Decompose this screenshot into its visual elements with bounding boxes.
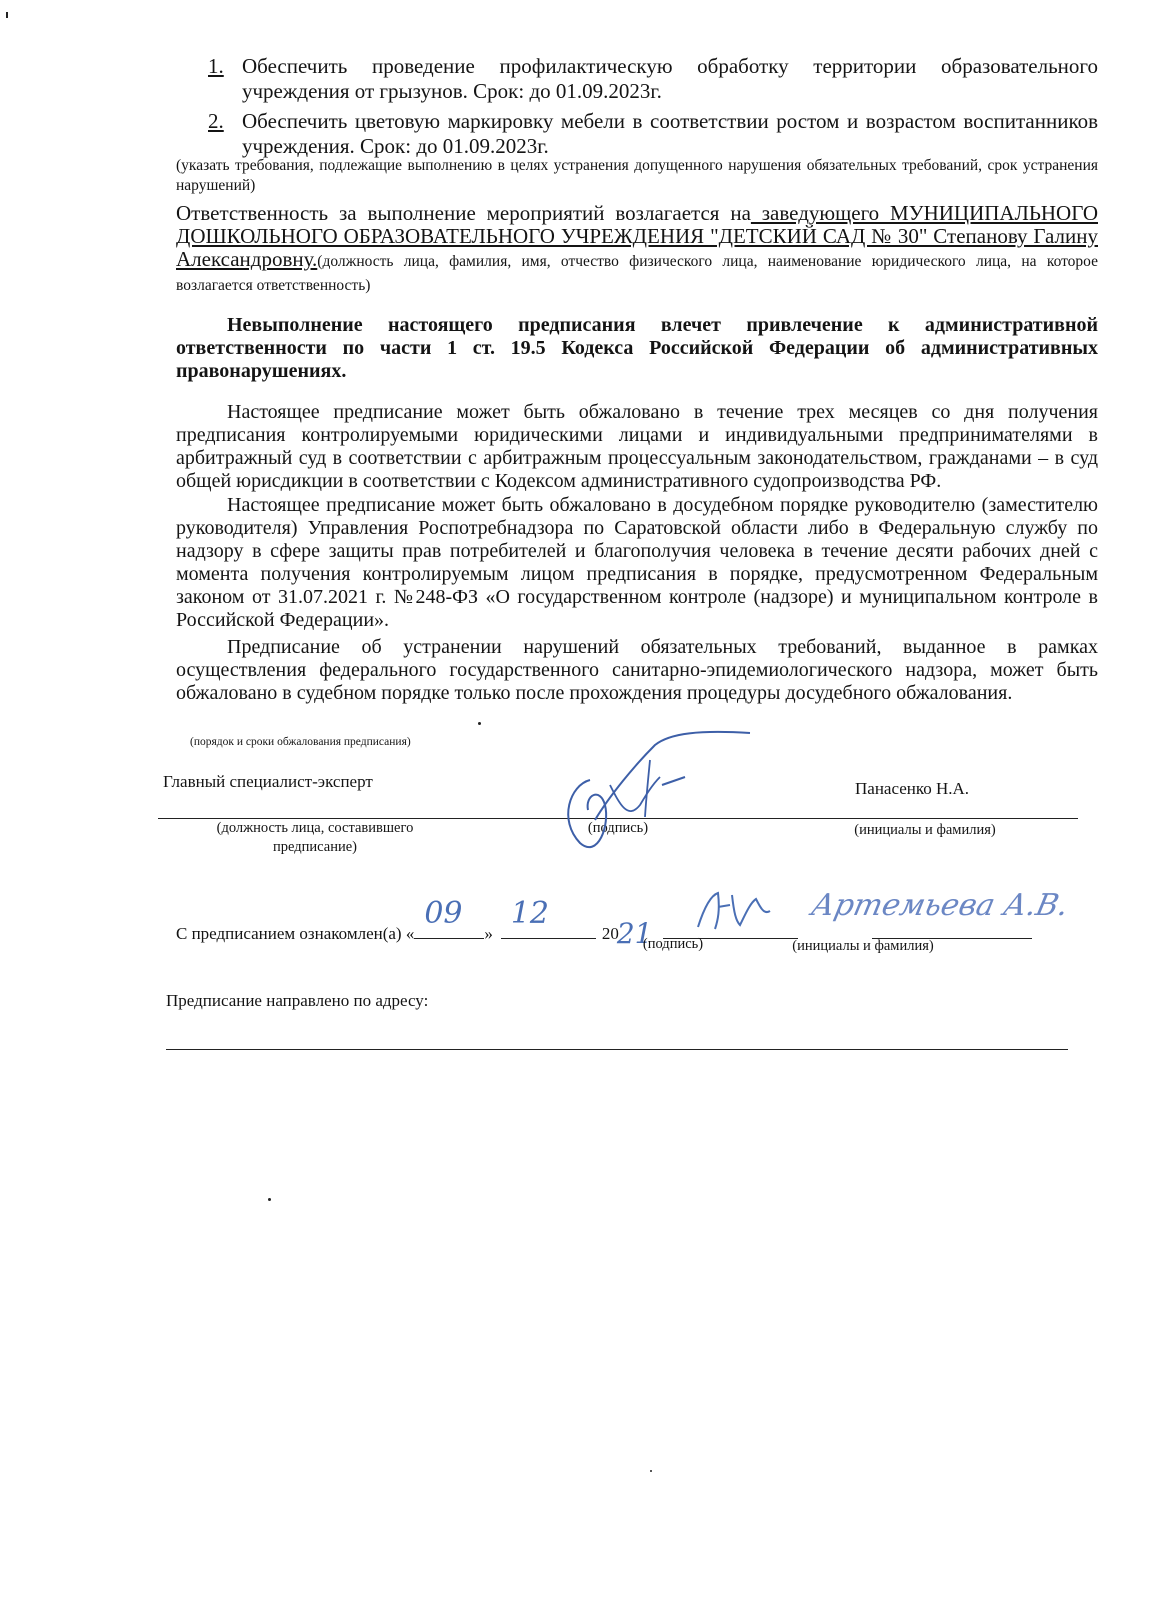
paragraph: Настоящее предписание может быть обжаловано в досудебном порядке руководителю (заместителю руководителя) Управления Роспотребнадзора по Саратовской области либо в Федеральную службу по надзору в сфере защиты прав потребителей и благополучия человека в течение десяти рабочих дней с момента получения контролируемым лицом предписания в порядке, предусмотренном Федеральным законом от 31.07.2021 г. №248-ФЗ «О государственном контроле (надзоре) и муниципальном контроле в Российской Федерации». [176,494,1098,631]
requirements-list [205,54,1098,164]
list-item [205,54,1098,104]
address-line [166,1049,1068,1050]
handwritten-day: 09 [424,896,463,931]
inspector-signature [550,725,780,860]
item-text: Обеспечить цветовую маркировку мебели в соответствии ростом и возрастом воспитанников учреждения. Срок: до 01.09.2023г. [242,109,1098,158]
item-number: 2. [208,109,224,133]
caption-signature: (подпись) [587,820,649,836]
handwritten-month: 12 [510,896,550,931]
item-number: 1. [208,54,224,78]
scan-speck [478,722,481,725]
handwritten-year: 21 [616,917,653,950]
item-text: Обеспечить проведение профилактическую обработку территории образовательного учреждения от грызунов. Срок: до 01.09.2023г. [242,54,1098,103]
year-prefix: 20 [601,924,619,943]
requirements-note: (указать требования, подлежащие выполнению в целях устранения допущенного нарушения обязательных требований, срок устранения нарушений) [176,157,1098,194]
caption-signature: (подпись) [642,936,704,952]
day-field [414,896,484,939]
scan-speck [6,12,8,18]
sent-to-label: Предписание направлено по адресу: [166,991,429,1010]
signatory-position: Главный специалист-эксперт [163,772,373,791]
caption-name: (инициалы и фамилия) [792,938,934,954]
appeal-note: (порядок и сроки обжалования предписания) [190,736,411,748]
scan-speck [650,1470,652,1472]
recipient-signature [690,885,790,935]
responsibility-lead: Ответственность за выполнение мероприятий возлагается на [176,201,751,225]
handwritten-name: Артемьева А.В. [808,888,1072,923]
responsible-person: заведующего МУНИЦИПАЛЬНОГО ДОШКОЛЬНОГО ОБРАЗОВАТЕЛЬНОГО УЧРЕЖДЕНИЯ "ДЕТСКИЙ САД № 30" Степанову Галину Александровну. [176,201,1098,271]
signatory-name: Панасенко Н.А. [855,779,970,798]
responsibility-note: (должность лица, фамилия, имя, отчество физического лица, наименование юридического лица, на которое возлагается ответственность) [176,253,1098,294]
acknowledged-label: С предписанием ознакомлен(а) « [176,924,415,943]
paragraph: Настоящее предписание может быть обжаловано в течение трех месяцев со дня получения предписания контролируемыми юридическими лицами и индивидуальными предпринимателями в арбитражный суд в соответствии с арбитражным процессуальным законодательством, гражданами – в суд общей юрисдикции в соответствии с Кодексом административного судопроизводства РФ. [176,401,1098,492]
caption-position: (должность лица, составившего предписание) [216,820,414,855]
month-field [501,896,596,939]
close-quote: » [484,924,493,943]
liability-warning: Невыполнение настоящего предписания влечет привлечение к административной ответственности по части 1 ст. 19.5 Кодекса Российской Федерации об административных правонарушениях. [176,314,1098,382]
paragraph: Предписание об устранении нарушений обязательных требований, выданное в рамках осуществления федерального государственного санитарно-эпидемиологического надзора, может быть обжаловано в судебном порядке только после прохождения процедуры досудебного обжалования. [176,636,1098,704]
responsibility-paragraph [176,202,1098,296]
scan-speck [268,1198,271,1201]
list-item [205,109,1098,159]
caption-name: (инициалы и фамилия) [854,822,996,838]
